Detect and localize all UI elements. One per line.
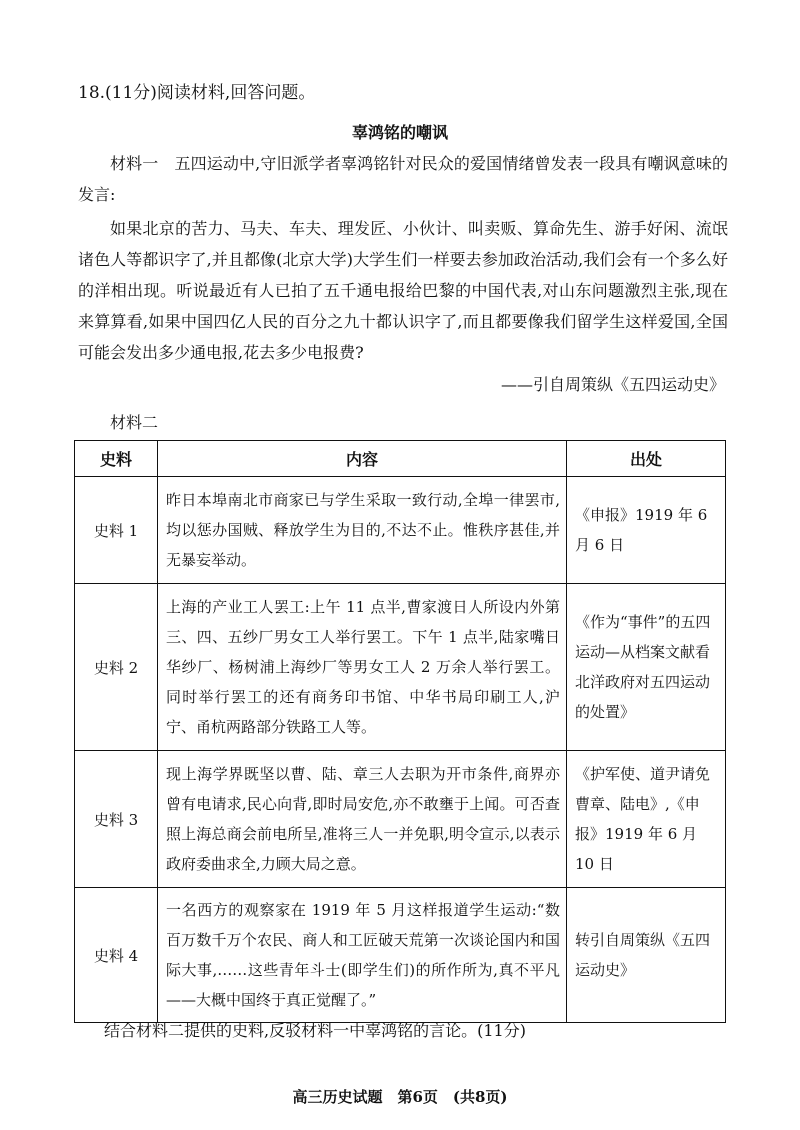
row-source: 转引自周策纵《五四运动史》 <box>567 888 726 1023</box>
row-label: 史料 4 <box>75 888 158 1023</box>
question-header: 18.(11分)阅读材料,回答问题。 <box>78 83 316 103</box>
row-content: 一名西方的观察家在 1919 年 5 月这样报道学生运动:“数百万数千万个农民、商人和工匠破天荒第一次谈论国内和国际大事,……这些青年斗士(即学生们)的所作所为,真不平凡——大概中国终于真正觉醒了。” <box>158 888 567 1023</box>
article-title: 辜鸿铭的嘲讽 <box>351 123 448 142</box>
row-content: 上海的产业工人罢工:上午 11 点半,曹家渡日人所设内外第三、四、五纱厂男女工人举行罢工。下午 1 点半,陆家嘴日华纱厂、杨树浦上海纱厂等男女工人 2 万余人举行罢工。同时举行罢工的还有商务印书馆、中华书局印刷工人,沪宁、甬杭两路部分铁路工人等。 <box>158 584 567 751</box>
row-source: 《作为“事件”的五四运动—从档案文献看北洋政府对五四运动的处置》 <box>567 584 726 751</box>
table-header-row <box>75 441 726 477</box>
sources-table <box>74 440 726 1023</box>
row-content: 昨日本埠南北市商家已与学生采取一致行动,全埠一律罢市,均以惩办国贼、释放学生为目的,不达不止。惟秩序甚佳,并无暴妄举动。 <box>158 477 567 584</box>
header-source-label: 史料 <box>75 441 158 477</box>
material2-label: 材料二 <box>110 413 159 432</box>
table-row <box>75 751 726 888</box>
table-row <box>75 477 726 584</box>
header-content: 内容 <box>158 441 567 477</box>
row-label: 史料 1 <box>75 477 158 584</box>
row-content: 现上海学界既坚以曹、陆、章三人去职为开市条件,商界亦曾有电请求,民心向背,即时局安危,亦不敢壅于上闻。可否查照上海总商会前电所呈,准将三人一并免职,明令宣示,以表示政府委曲求全,力顾大局之意。 <box>158 751 567 888</box>
row-source: 《护军使、道尹请免曹章、陆电》,《申报》1919 年 6 月 10 日 <box>567 751 726 888</box>
page-footer: 高三历史试题 第6页 (共8页) <box>292 1088 508 1106</box>
material1-quote: 如果北京的苦力、马夫、车夫、理发匠、小伙计、叫卖贩、算命先生、游手好闲、流氓诸色人等都识字了,并且都像(北京大学)大学生们一样要去参加政治活动,我们会有一个多么好的洋相出现。听说最近有人已拍了五千通电报给巴黎的中国代表,对山东问题激烈主张,现在来算算看,如果中国四亿人民的百分之九十都认识字了,而且都要像我们留学生这样爱国,全国可能会发出多少通电报,花去多少电报费? <box>78 219 728 362</box>
header-origin: 出处 <box>567 441 726 477</box>
material1-citation: ——引自周策纵《五四运动史》 <box>500 375 725 394</box>
row-source: 《申报》1919 年 6 月 6 日 <box>567 477 726 584</box>
task-prompt: 结合材料二提供的史料,反驳材料一中辜鸿铭的言论。(11分) <box>104 1021 526 1040</box>
table-row <box>75 584 726 751</box>
row-label: 史料 3 <box>75 751 158 888</box>
table-row <box>75 888 726 1023</box>
row-label: 史料 2 <box>75 584 158 751</box>
material1-intro: 材料一 五四运动中,守旧派学者辜鸿铭针对民众的爱国情绪曾发表一段具有嘲讽意味的发言: <box>78 154 728 204</box>
